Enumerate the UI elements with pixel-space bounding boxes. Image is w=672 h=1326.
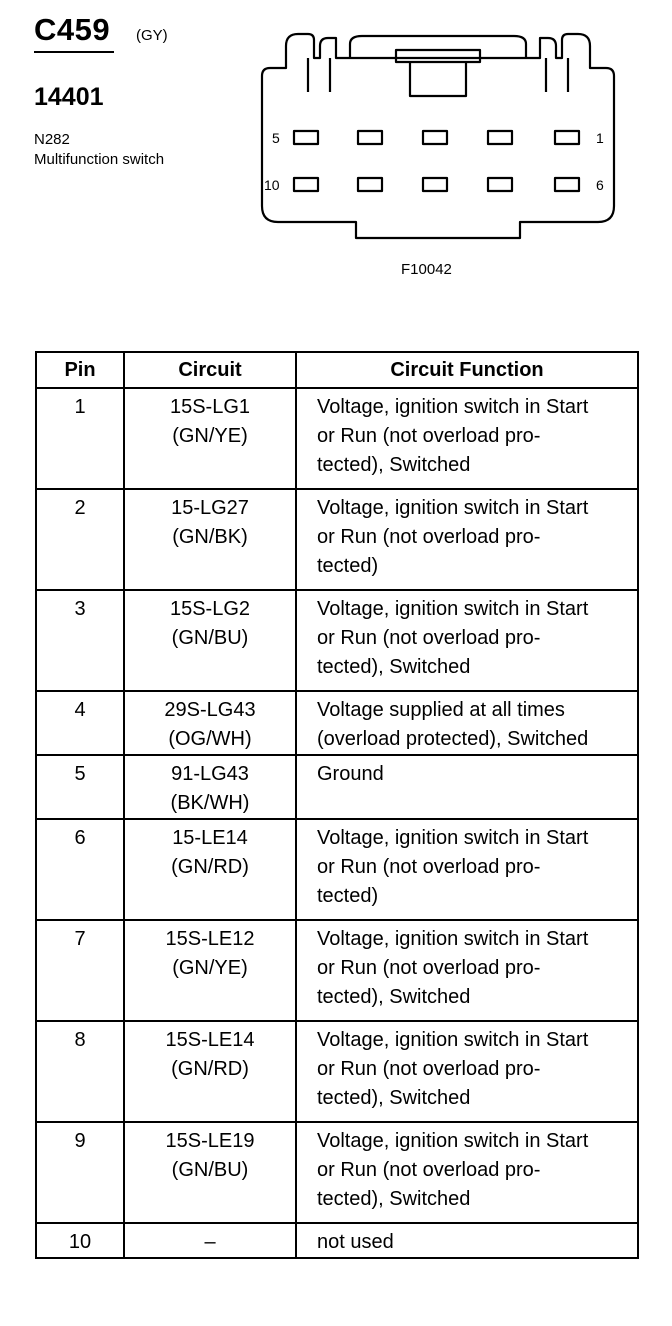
circuit-function-cell (296, 489, 638, 590)
table-row (36, 920, 638, 1021)
circuit-cell (124, 590, 296, 691)
function-text-line: Voltage, ignition switch in Start (317, 396, 589, 418)
function-text-line: tected), Switched (317, 1188, 471, 1210)
circuit-function-cell (296, 590, 638, 691)
circuit-number: 91-LG43 (171, 763, 249, 785)
table-row (36, 819, 638, 920)
function-text-line: not used (317, 1231, 394, 1253)
circuit-function-cell (296, 1122, 638, 1223)
table-row (36, 1223, 638, 1258)
part-number: 14401 (34, 83, 104, 111)
function-text-line: or Run (not overload pro- (317, 957, 541, 979)
function-text-line: or Run (not overload pro- (317, 425, 541, 447)
function-text-line: tected), Switched (317, 986, 471, 1008)
pin-cell: 2 (36, 489, 124, 590)
pin-label-6: 6 (596, 177, 604, 193)
function-text-line: Voltage, ignition switch in Start (317, 598, 589, 620)
function-text-line: (overload protected), Switched (317, 728, 589, 750)
circuit-function-cell (296, 755, 638, 819)
wire-color: (OG/WH) (168, 728, 252, 750)
circuit-cell (124, 1021, 296, 1122)
connector-color: (GY) (136, 27, 168, 44)
reference-code: N282 (34, 131, 70, 148)
table-row (36, 691, 638, 755)
circuit-number: 15S-LE12 (165, 928, 255, 950)
wire-color: (GN/BU) (171, 1159, 249, 1181)
header-pin: Pin (36, 352, 124, 388)
function-text-line: Voltage, ignition switch in Start (317, 497, 589, 519)
circuit-cell (124, 388, 296, 489)
table-row (36, 489, 638, 590)
wire-color: (GN/BK) (172, 526, 248, 548)
connector-code: C459 (34, 12, 111, 47)
pin-cell: 1 (36, 388, 124, 489)
table-row (36, 755, 638, 819)
pinout-table (35, 351, 639, 1259)
circuit-cell (124, 1223, 296, 1258)
pin-label-1: 1 (596, 130, 604, 146)
table-row (36, 590, 638, 691)
circuit-number: 15S-LE19 (165, 1130, 255, 1152)
pin-cell: 3 (36, 590, 124, 691)
circuit-function-cell (296, 920, 638, 1021)
connector-face-diagram (250, 18, 630, 248)
circuit-cell (124, 489, 296, 590)
pin-cell: 8 (36, 1021, 124, 1122)
circuit-function-cell (296, 388, 638, 489)
figure-label: F10042 (401, 261, 452, 278)
function-text-line: tected), Switched (317, 1087, 471, 1109)
function-text-line: or Run (not overload pro- (317, 1058, 541, 1080)
function-text-line: or Run (not overload pro- (317, 1159, 541, 1181)
function-text-line: tected) (317, 555, 379, 577)
pin-label-5: 5 (272, 130, 280, 146)
function-text-line: tected), Switched (317, 656, 471, 678)
table-header-row (36, 352, 638, 388)
function-text-line: tected), Switched (317, 454, 471, 476)
circuit-cell (124, 1122, 296, 1223)
table-row (36, 1021, 638, 1122)
circuit-function-cell (296, 819, 638, 920)
circuit-number: 29S-LG43 (164, 699, 256, 721)
pin-label-10: 10 (264, 177, 280, 193)
circuit-number: 15-LE14 (172, 827, 248, 849)
circuit-cell (124, 755, 296, 819)
circuit-cell (124, 920, 296, 1021)
wire-color: (BK/WH) (170, 792, 250, 814)
function-text-line: Voltage, ignition switch in Start (317, 928, 589, 950)
wire-color: (GN/BU) (171, 627, 249, 649)
pin-cell: 6 (36, 819, 124, 920)
circuit-function-cell (296, 691, 638, 755)
table-body (36, 388, 638, 1258)
circuit-number: – (204, 1231, 216, 1253)
function-text-line: Ground (317, 763, 384, 785)
wire-color: (GN/RD) (171, 856, 249, 878)
function-text-line: tected) (317, 885, 379, 907)
circuit-number: 15S-LG1 (169, 396, 251, 418)
function-text-line: Voltage, ignition switch in Start (317, 1130, 589, 1152)
pin-cell: 5 (36, 755, 124, 819)
wire-color: (GN/RD) (171, 1058, 249, 1080)
pin-cell: 4 (36, 691, 124, 755)
wire-color: (GN/YE) (172, 425, 248, 447)
header-circuit-function: Circuit Function (296, 352, 638, 388)
circuit-number: 15-LG27 (171, 497, 249, 519)
function-text-line: Voltage supplied at all times (317, 699, 565, 721)
function-text-line: or Run (not overload pro- (317, 526, 541, 548)
function-text-line: or Run (not overload pro- (317, 856, 541, 878)
function-text-line: Voltage, ignition switch in Start (317, 1029, 589, 1051)
table-row (36, 388, 638, 489)
pin-cell: 7 (36, 920, 124, 1021)
circuit-function-cell (296, 1223, 638, 1258)
wire-color: (GN/YE) (172, 957, 248, 979)
title-underline (34, 51, 114, 53)
table-row (36, 1122, 638, 1223)
circuit-number: 15S-LE14 (165, 1029, 255, 1051)
function-text-line: or Run (not overload pro- (317, 627, 541, 649)
circuit-function-cell (296, 1021, 638, 1122)
header-circuit: Circuit (124, 352, 296, 388)
circuit-cell (124, 819, 296, 920)
pin-cell: 9 (36, 1122, 124, 1223)
function-text-line: Voltage, ignition switch in Start (317, 827, 589, 849)
pin-cell: 10 (36, 1223, 124, 1258)
circuit-number: 15S-LG2 (169, 598, 251, 620)
component-description: Multifunction switch (34, 151, 165, 168)
circuit-cell (124, 691, 296, 755)
